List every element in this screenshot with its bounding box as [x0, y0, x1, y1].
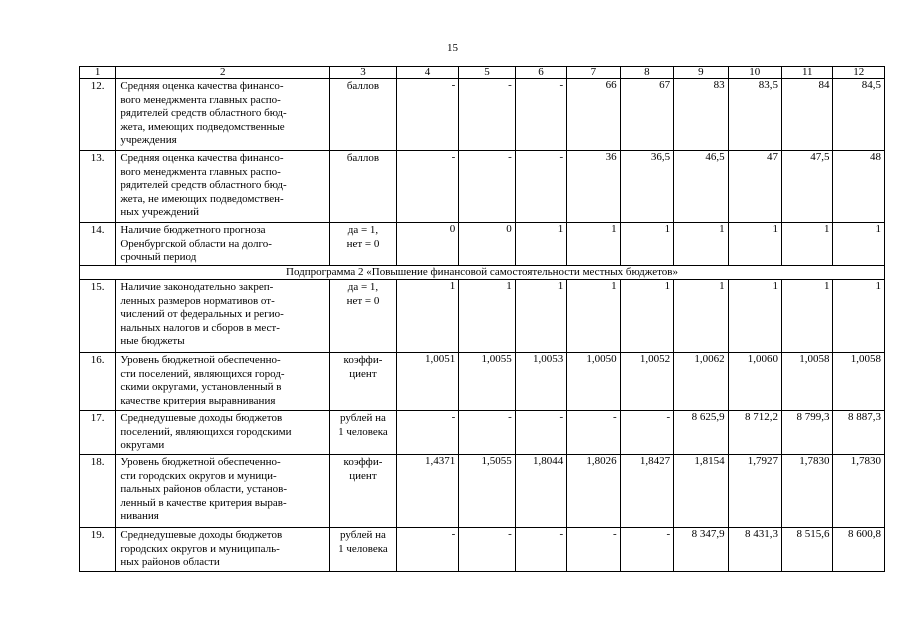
value-cell: 1 [728, 280, 781, 353]
text-line: вого менеджмента главных распо- [120, 165, 281, 178]
value-cell: 1,8154 [674, 455, 728, 528]
header-cell: 6 [515, 67, 566, 79]
text-line: 1 человека [338, 425, 388, 438]
value-cell: 83,5 [728, 79, 781, 151]
value-cell: - [459, 528, 515, 572]
text-line: да = 1, [347, 224, 379, 236]
text-line: нальных налогов и сборов в мест- [120, 321, 280, 334]
text-line: баллов [346, 80, 380, 92]
value-cell: 47 [728, 151, 781, 223]
value-cell: 47,5 [782, 151, 833, 223]
value-cell: - [396, 528, 459, 572]
value-cell: - [515, 151, 566, 223]
indicator-name [116, 223, 330, 266]
value-cell: 1 [833, 223, 885, 266]
unit-of-measure [330, 455, 397, 528]
value-cell: - [515, 528, 566, 572]
indicator-name [116, 151, 330, 223]
indicator-name [116, 528, 330, 572]
value-cell: 1,7830 [833, 455, 885, 528]
value-cell: 1,7927 [728, 455, 781, 528]
value-cell: - [396, 151, 459, 223]
value-cell: 8 712,2 [728, 411, 781, 455]
value-cell: 8 887,3 [833, 411, 885, 455]
text-line: округами [120, 439, 165, 452]
row-number: 12. [80, 79, 116, 151]
indicator-name [116, 353, 330, 411]
text-line: да = 1, [347, 281, 379, 293]
text-line: поселений, являющихся городскими [120, 425, 292, 438]
value-cell: 1,8044 [515, 455, 566, 528]
text-line: рядителей средств областного бюд- [120, 107, 287, 120]
header-cell: 5 [459, 67, 515, 79]
text-line: Среднедушевые доходы бюджетов [120, 412, 283, 424]
value-cell: 1,0060 [728, 353, 781, 411]
text-line: пальных районов области, установ- [120, 483, 288, 496]
text-line: сти городских округов и муници- [120, 469, 277, 482]
value-cell: 36,5 [620, 151, 673, 223]
page-number: 15 [447, 42, 458, 54]
value-cell: 1,8026 [567, 455, 620, 528]
text-line: учреждения [120, 134, 177, 147]
text-line: жета, не имеющих подведомствен- [120, 192, 284, 205]
value-cell: 8 625,9 [674, 411, 728, 455]
value-cell: 1 [515, 280, 566, 353]
text-line: качестве критерия выравнивания [120, 394, 276, 407]
unit-of-measure [330, 79, 397, 151]
text-line: нет = 0 [346, 294, 380, 307]
value-cell: - [515, 79, 566, 151]
value-cell: 67 [620, 79, 673, 151]
value-cell: - [459, 411, 515, 455]
value-cell: 1,0055 [459, 353, 515, 411]
text-line: ленный в качестве критерия вырав- [120, 496, 287, 509]
header-cell: 2 [116, 67, 330, 79]
text-line: Средняя оценка качества финансо- [120, 152, 284, 164]
value-cell: 83 [674, 79, 728, 151]
text-line: Наличие законодательно закреп- [120, 281, 274, 293]
text-line: рублей на [340, 529, 386, 541]
header-cell: 12 [833, 67, 885, 79]
value-cell: 1,0052 [620, 353, 673, 411]
text-line: числений от федеральных и регио- [120, 308, 284, 321]
indicators-table [79, 66, 885, 572]
value-cell: 1,7830 [782, 455, 833, 528]
value-cell: 1 [515, 223, 566, 266]
text-line: нивания [120, 510, 159, 523]
text-line: нет = 0 [346, 237, 380, 250]
text-line: Средняя оценка качества финансо- [120, 80, 284, 92]
row-number: 14. [80, 223, 116, 266]
text-line: вого менеджмента главных распо- [120, 93, 281, 106]
value-cell: 1 [782, 223, 833, 266]
text-line: Оренбургской области на долго- [120, 237, 272, 250]
value-cell: 1,0053 [515, 353, 566, 411]
text-line: коэффи- [343, 456, 383, 468]
header-cell: 10 [728, 67, 781, 79]
value-cell: 1,0058 [782, 353, 833, 411]
value-cell: 1 [567, 280, 620, 353]
table-row [80, 411, 885, 455]
table-row [80, 223, 885, 266]
row-number: 16. [80, 353, 116, 411]
row-number: 17. [80, 411, 116, 455]
value-cell: 8 515,6 [782, 528, 833, 572]
value-cell: 1,0058 [833, 353, 885, 411]
unit-of-measure [330, 280, 397, 353]
header-cell: 4 [396, 67, 459, 79]
header-cell: 3 [330, 67, 397, 79]
value-cell: 84 [782, 79, 833, 151]
text-line: баллов [346, 152, 380, 164]
text-line: циент [349, 469, 377, 482]
value-cell: 1 [674, 280, 728, 353]
value-cell: - [459, 151, 515, 223]
unit-of-measure [330, 353, 397, 411]
row-number: 13. [80, 151, 116, 223]
text-line: Уровень бюджетной обеспеченно- [120, 354, 281, 366]
value-cell: 48 [833, 151, 885, 223]
subprogram-row [80, 266, 885, 280]
value-cell: 1 [833, 280, 885, 353]
table-row [80, 528, 885, 572]
text-line: скими округами, установленный в [120, 381, 282, 394]
value-cell: 0 [396, 223, 459, 266]
indicator-name [116, 280, 330, 353]
value-cell: - [459, 79, 515, 151]
table-row [80, 455, 885, 528]
value-cell: - [396, 79, 459, 151]
unit-of-measure [330, 151, 397, 223]
value-cell: 1 [620, 280, 673, 353]
value-cell: 1 [396, 280, 459, 353]
value-cell: 1 [728, 223, 781, 266]
header-cell: 1 [80, 67, 116, 79]
value-cell: - [396, 411, 459, 455]
header-cell: 8 [620, 67, 673, 79]
text-line: городских округов и муниципаль- [120, 542, 280, 555]
value-cell: 1 [674, 223, 728, 266]
header-cell: 7 [567, 67, 620, 79]
value-cell: 1 [782, 280, 833, 353]
row-number: 18. [80, 455, 116, 528]
text-line: рублей на [340, 412, 386, 424]
unit-of-measure [330, 223, 397, 266]
table-row [80, 79, 885, 151]
value-cell: 8 431,3 [728, 528, 781, 572]
text-line: жета, имеющих подведомственные [120, 120, 285, 133]
value-cell: 66 [567, 79, 620, 151]
value-cell: 1 [459, 280, 515, 353]
value-cell: 1,0051 [396, 353, 459, 411]
value-cell: 1,4371 [396, 455, 459, 528]
text-line: коэффи- [343, 354, 383, 366]
value-cell: 8 799,3 [782, 411, 833, 455]
value-cell: 8 600,8 [833, 528, 885, 572]
header-row [80, 67, 885, 79]
text-line: Уровень бюджетной обеспеченно- [120, 456, 281, 468]
text-line: циент [349, 367, 377, 380]
unit-of-measure [330, 411, 397, 455]
text-line: Среднедушевые доходы бюджетов [120, 529, 283, 541]
text-line: ленных размеров нормативов от- [120, 294, 275, 307]
table-row [80, 280, 885, 353]
indicator-name [116, 411, 330, 455]
value-cell: 84,5 [833, 79, 885, 151]
value-cell: 0 [459, 223, 515, 266]
unit-of-measure [330, 528, 397, 572]
value-cell: 36 [567, 151, 620, 223]
value-cell: 1,5055 [459, 455, 515, 528]
text-line: ных районов области [120, 556, 220, 569]
value-cell: 1 [567, 223, 620, 266]
value-cell: 1,0062 [674, 353, 728, 411]
value-cell: - [620, 411, 673, 455]
indicator-name [116, 455, 330, 528]
value-cell: - [567, 411, 620, 455]
indicator-name [116, 79, 330, 151]
value-cell: - [567, 528, 620, 572]
text-line: срочный период [120, 251, 197, 264]
value-cell: 8 347,9 [674, 528, 728, 572]
header-cell: 11 [782, 67, 833, 79]
value-cell: 1,0050 [567, 353, 620, 411]
value-cell: 1,8427 [620, 455, 673, 528]
row-number: 19. [80, 528, 116, 572]
text-line: рядителей средств областного бюд- [120, 179, 287, 192]
table-row [80, 151, 885, 223]
text-line: сти поселений, являющихся город- [120, 367, 285, 380]
value-cell: - [620, 528, 673, 572]
text-line: ных учреждений [120, 206, 199, 219]
value-cell: 1 [620, 223, 673, 266]
text-line: Наличие бюджетного прогноза [120, 224, 266, 236]
text-line: ные бюджеты [120, 335, 185, 348]
value-cell: - [515, 411, 566, 455]
subprogram-title: Подпрограмма 2 «Повышение финансовой самостоятельности местных бюджетов» [80, 266, 885, 280]
row-number: 15. [80, 280, 116, 353]
value-cell: 46,5 [674, 151, 728, 223]
header-cell: 9 [674, 67, 728, 79]
table-row [80, 353, 885, 411]
text-line: 1 человека [338, 542, 388, 555]
